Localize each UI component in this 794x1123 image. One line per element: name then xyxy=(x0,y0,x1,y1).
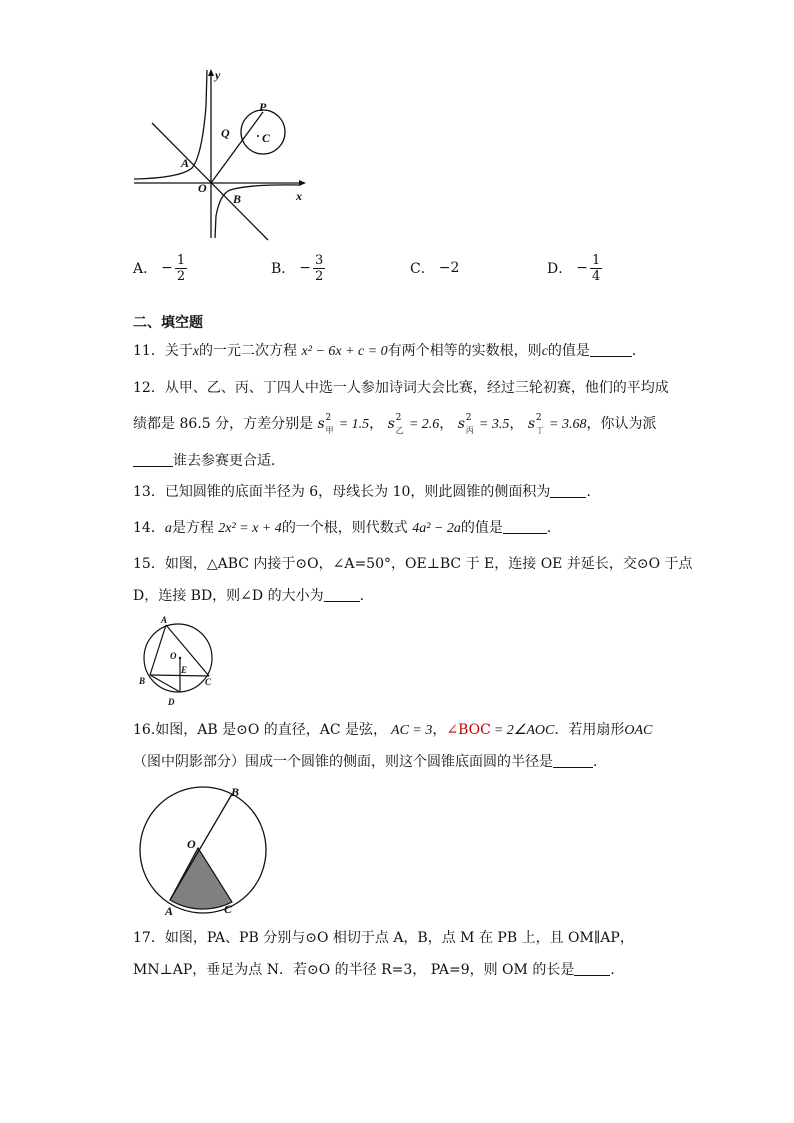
q12-text: 谁去参赛更合适． xyxy=(173,453,285,469)
hyperbola-branch-left xyxy=(134,70,207,179)
denominator: 4 xyxy=(591,268,601,284)
q16-sector: OAC xyxy=(624,723,653,738)
q11-text: 的一元二次方程 xyxy=(199,343,298,359)
choice-letter: B． xyxy=(271,261,296,277)
variance-value: = 3.5 xyxy=(478,417,510,432)
choice-a xyxy=(133,250,187,286)
answer-blank[interactable] xyxy=(133,452,173,467)
answer-blank[interactable] xyxy=(553,753,593,768)
numerator: 3 xyxy=(315,252,324,268)
label-a: A xyxy=(161,615,168,625)
question-11 xyxy=(133,341,646,362)
question-12-line2: 绩都是 86.5 分，方差分别是 s 2 甲 = 1.5， s 2 乙 = 2.6， s 2 丙 = 3.5， s 2 丁 = 3.68，你认为派 xyxy=(133,414,656,435)
question-15-line2 xyxy=(133,586,374,606)
question-12-line1: 12．从甲、乙、丙、丁四人中选一人参加诗词大会比赛，经过三轮初赛，他们的平均成 xyxy=(133,380,669,396)
choice-letter: A． xyxy=(133,261,158,277)
label-c: C xyxy=(262,131,271,145)
subscript: 甲 xyxy=(325,426,334,435)
label-o: O xyxy=(187,837,196,851)
q16-angle: ∠BOC xyxy=(446,722,491,738)
choice-d xyxy=(547,250,602,286)
triangle-circle-figure xyxy=(136,614,220,708)
answer-blank[interactable] xyxy=(574,961,610,976)
answer-blank[interactable] xyxy=(324,587,360,602)
answer-blank[interactable] xyxy=(590,342,632,357)
variance-bing: s 2 丙 xyxy=(458,414,465,434)
shaded-sector xyxy=(170,848,232,909)
variance-value: = 3.68 xyxy=(549,417,587,432)
label-a: A xyxy=(181,156,190,170)
sector-circle-figure xyxy=(136,782,270,920)
q11-end: ． xyxy=(631,343,646,359)
label-e: E xyxy=(181,665,188,675)
question-12-line3 xyxy=(133,451,285,471)
subscript: 丁 xyxy=(535,426,544,435)
q16-text: （图中阴影部分）围成一个圆锥的侧面，则这个圆锥底面圆的半径是 xyxy=(133,754,553,770)
q11-text: 关于 xyxy=(164,343,193,359)
q14-var: a xyxy=(164,521,172,536)
question-14 xyxy=(133,518,561,539)
label-a: A xyxy=(165,904,174,918)
q11-number: 11． xyxy=(133,343,165,359)
line-op xyxy=(211,112,263,183)
q12-text: ，你认为派 xyxy=(586,416,657,432)
q11-var: x xyxy=(192,344,200,359)
question-16-line2 xyxy=(133,752,607,772)
label-b: B xyxy=(139,676,146,686)
question-17-line2 xyxy=(133,960,624,980)
choice-c xyxy=(410,250,459,286)
q14-text: 的值是 xyxy=(460,520,503,536)
side-ab xyxy=(150,625,166,675)
q14-end: ． xyxy=(546,520,561,536)
denominator: 2 xyxy=(315,268,324,284)
q14-text: 的一个根，则代数式 xyxy=(281,520,408,536)
line-ab xyxy=(152,123,268,240)
q11-text: 有两个相等的实数根，则 xyxy=(387,343,542,359)
center-point xyxy=(257,135,259,137)
choice-sign: − xyxy=(576,260,588,276)
q13-end: ． xyxy=(586,484,601,500)
q16-text: ， xyxy=(432,722,447,738)
label-o: O xyxy=(198,181,207,195)
q13-text: 13．已知圆锥的底面半径为 6，母线长为 10，则此圆锥的侧面积为 xyxy=(133,484,551,500)
variance-value: = 1.5 xyxy=(338,417,370,432)
section-title: 二、填空题 xyxy=(133,315,203,331)
q14-number: 14． xyxy=(133,520,165,536)
choice-sign: − xyxy=(299,260,312,276)
q17-end: ． xyxy=(610,962,625,978)
q14-expression: 4a² − 2a xyxy=(412,521,461,536)
answer-blank[interactable] xyxy=(550,483,586,498)
q15-end: ． xyxy=(359,588,374,604)
q12-text: 绩都是 86.5 分，方差分别是 xyxy=(133,416,314,432)
center-o xyxy=(179,657,181,659)
label-b: B xyxy=(231,785,240,799)
q14-text: 是方程 xyxy=(171,520,214,536)
variance-jia: s 2 甲 xyxy=(318,414,325,434)
choice-fraction xyxy=(313,253,325,284)
q17-text: MN⊥AP，垂足为点 N．若⊙O 的半径 R=3， PA=9，则 OM 的长是 xyxy=(133,962,575,978)
question-13 xyxy=(133,482,600,502)
q16-equation: = 2∠AOC xyxy=(493,723,555,738)
question-15-line1: 15．如图，△ABC 内接于⊙O，∠A=50°，OE⊥BC 于 E，连接 OE 并延长，交⊙O 于点 xyxy=(133,556,693,572)
subscript: 丙 xyxy=(465,426,474,435)
label-o: O xyxy=(170,651,177,661)
label-b: B xyxy=(233,192,242,206)
circle-o xyxy=(144,624,212,692)
q16-end: ． xyxy=(593,754,607,770)
variance-value: = 2.6 xyxy=(408,417,440,432)
choice-letter: D． xyxy=(547,261,573,277)
denominator: 2 xyxy=(176,268,186,284)
choice-fraction xyxy=(175,253,187,284)
variance-ding: s 2 丁 xyxy=(528,414,535,434)
q14-equation: 2x² = x + 4 xyxy=(218,521,282,536)
numerator: 1 xyxy=(176,252,186,268)
label-p: P xyxy=(259,100,267,114)
q11-equation: x² − 6x + c = 0 xyxy=(301,344,388,359)
q11-text: 的值是 xyxy=(547,343,590,359)
choice-fraction xyxy=(590,253,602,284)
q16-text: ．若用扇形 xyxy=(554,722,625,738)
label-q: Q xyxy=(221,126,230,140)
choice-sign: − xyxy=(161,260,173,276)
question-16-line1 xyxy=(133,720,652,741)
question-17-line1: 17．如图，PA、PB 分别与⊙O 相切于点 A，B，点 M 在 PB 上，且 OM∥AP， xyxy=(133,930,634,946)
q16-text: 16.如图，AB 是⊙O 的直径，AC 是弦， xyxy=(133,722,388,738)
label-c: C xyxy=(224,902,233,916)
choice-b xyxy=(271,250,325,286)
label-c: C xyxy=(205,677,212,687)
q16-equation: AC = 3 xyxy=(391,723,433,738)
label-y: y xyxy=(215,68,221,82)
q15-text: D，连接 BD，则∠D 的大小为 xyxy=(133,588,324,604)
numerator: 1 xyxy=(591,252,601,268)
subscript: 乙 xyxy=(395,426,404,435)
hyperbola-circle-figure xyxy=(130,66,310,244)
label-d: D xyxy=(168,697,175,707)
label-x: x xyxy=(296,189,302,203)
choice-text: −2 xyxy=(438,260,460,276)
variance-yi: s 2 乙 xyxy=(388,414,395,434)
q11-var: c xyxy=(541,344,548,359)
choice-letter: C． xyxy=(410,261,435,277)
answer-blank[interactable] xyxy=(503,519,547,534)
